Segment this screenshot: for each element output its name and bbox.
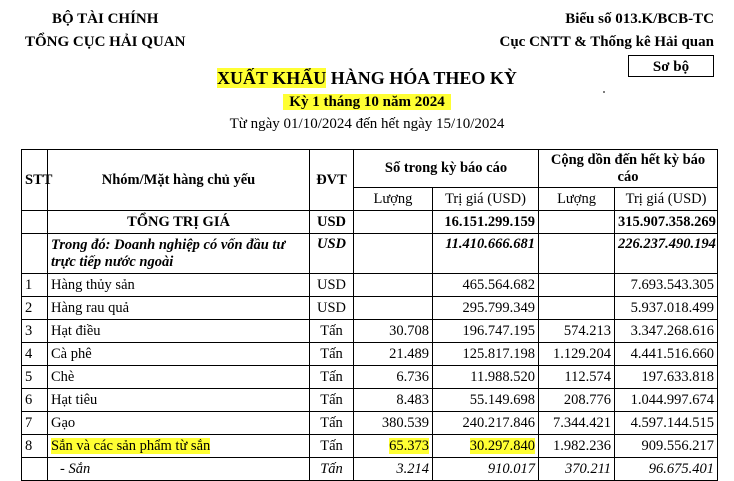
row-name: Hàng thủy sản xyxy=(48,274,310,297)
row-unit: Tấn xyxy=(310,412,354,435)
row-stt: 2 xyxy=(22,297,48,320)
row-name: Chè xyxy=(48,366,310,389)
row-unit: USD xyxy=(310,274,354,297)
row-cum-quantity: 208.776 xyxy=(539,389,615,412)
total-unit: USD xyxy=(310,211,354,234)
row-name-highlight: Sắn và các sản phẩm từ sắn xyxy=(51,437,211,454)
row-quantity xyxy=(354,435,433,458)
report-period xyxy=(0,94,734,111)
table-row xyxy=(22,320,718,343)
report-period-text: Kỳ 1 tháng 10 năm 2024 xyxy=(283,94,450,110)
row-stt: 6 xyxy=(22,389,48,412)
row-cum-value: 4.597.144.515 xyxy=(615,412,718,435)
row-value: 55.149.698 xyxy=(433,389,539,412)
table-row xyxy=(22,412,718,435)
row-cum-quantity: 370.211 xyxy=(539,458,615,481)
row-value: 196.747.195 xyxy=(433,320,539,343)
table-row xyxy=(22,343,718,366)
row-stt xyxy=(22,458,48,481)
col-header-cumulative: Cộng dồn đến hết kỳ báo cáo xyxy=(539,150,718,188)
col-header-cum-quantity: Lượng xyxy=(539,188,615,211)
col-header-group: Nhóm/Mặt hàng chủ yếu xyxy=(48,150,310,211)
row-value xyxy=(433,435,539,458)
form-number: Biểu số 013.K/BCB-TC xyxy=(565,11,714,27)
row-value-highlight: 30.297.840 xyxy=(469,437,536,454)
row-cum-quantity xyxy=(539,297,615,320)
row-cum-quantity: 112.574 xyxy=(539,366,615,389)
table-row-total xyxy=(22,211,718,234)
row-cum-value: 1.044.997.674 xyxy=(615,389,718,412)
row-cum-quantity: 1.982.236 xyxy=(539,435,615,458)
row-name: Gạo xyxy=(48,412,310,435)
export-table xyxy=(21,149,718,481)
fdi-value: 11.410.666.681 xyxy=(433,234,539,274)
table-row xyxy=(22,389,718,412)
row-unit: Tấn xyxy=(310,343,354,366)
row-quantity: 30.708 xyxy=(354,320,433,343)
table-row xyxy=(22,458,718,481)
row-stt: 3 xyxy=(22,320,48,343)
row-quantity: 6.736 xyxy=(354,366,433,389)
header-row-top xyxy=(22,150,718,188)
row-value: 295.799.349 xyxy=(433,297,539,320)
row-quantity xyxy=(354,297,433,320)
row-stt: 5 xyxy=(22,366,48,389)
table-row xyxy=(22,274,718,297)
row-quantity: 380.539 xyxy=(354,412,433,435)
col-header-cum-value: Trị giá (USD) xyxy=(615,188,718,211)
page-title xyxy=(0,68,734,89)
title-rest: HÀNG HÓA THEO KỲ xyxy=(326,68,517,88)
title-highlight: XUẤT KHẨU xyxy=(217,68,327,88)
col-header-period: Số trong kỳ báo cáo xyxy=(354,150,539,188)
row-unit: Tấn xyxy=(310,435,354,458)
row-cum-value: 197.633.818 xyxy=(615,366,718,389)
total-cum-value: 315.907.358.269 xyxy=(615,211,718,234)
col-header-value: Trị giá (USD) xyxy=(433,188,539,211)
row-cum-quantity: 574.213 xyxy=(539,320,615,343)
col-header-quantity: Lượng xyxy=(354,188,433,211)
table-row xyxy=(22,366,718,389)
table-row xyxy=(22,435,718,458)
row-name: Hạt điều xyxy=(48,320,310,343)
total-value: 16.151.299.159 xyxy=(433,211,539,234)
row-unit: USD xyxy=(310,297,354,320)
row-cum-quantity xyxy=(539,274,615,297)
row-value: 910.017 xyxy=(433,458,539,481)
row-value: 465.564.682 xyxy=(433,274,539,297)
table-row-fdi xyxy=(22,234,718,274)
row-quantity: 3.214 xyxy=(354,458,433,481)
row-quantity: 8.483 xyxy=(354,389,433,412)
ministry-name: BỘ TÀI CHÍNH xyxy=(52,11,159,27)
row-cum-value: 5.937.018.499 xyxy=(615,297,718,320)
row-cum-quantity: 1.129.204 xyxy=(539,343,615,366)
row-stt: 1 xyxy=(22,274,48,297)
row-cum-value: 4.441.516.660 xyxy=(615,343,718,366)
row-stt: 7 xyxy=(22,412,48,435)
row-name: Cà phê xyxy=(48,343,310,366)
row-name: - Sắn xyxy=(48,458,310,481)
row-cum-value: 909.556.217 xyxy=(615,435,718,458)
row-name: Hạt tiêu xyxy=(48,389,310,412)
row-unit: Tấn xyxy=(310,320,354,343)
date-range: Từ ngày 01/10/2024 đến hết ngày 15/10/2024 xyxy=(229,116,505,132)
fdi-label: Trong đó: Doanh nghiệp có vốn đầu tư trực tiếp nước ngoài xyxy=(48,234,310,274)
row-unit: Tấn xyxy=(310,458,354,481)
row-stt: 8 xyxy=(22,435,48,458)
total-label: TỔNG TRỊ GIÁ xyxy=(48,211,310,234)
row-value: 240.217.846 xyxy=(433,412,539,435)
status-box: Sơ bộ xyxy=(628,55,714,77)
row-value: 125.817.198 xyxy=(433,343,539,366)
speck-mark xyxy=(603,91,605,93)
table-row xyxy=(22,297,718,320)
row-unit: Tấn xyxy=(310,366,354,389)
row-quantity: 21.489 xyxy=(354,343,433,366)
row-unit: Tấn xyxy=(310,389,354,412)
row-name: Hàng rau quả xyxy=(48,297,310,320)
col-header-stt: STT xyxy=(22,150,48,211)
row-value: 11.988.520 xyxy=(433,366,539,389)
row-cum-value: 96.675.401 xyxy=(615,458,718,481)
issuer-name: Cục CNTT & Thống kê Hải quan xyxy=(499,34,714,50)
fdi-unit: USD xyxy=(310,234,354,274)
commodity-rows xyxy=(22,274,718,481)
row-quantity-highlight: 65.373 xyxy=(389,437,429,454)
fdi-cum-value: 226.237.490.194 xyxy=(615,234,718,274)
row-cum-value: 3.347.268.616 xyxy=(615,320,718,343)
row-quantity xyxy=(354,274,433,297)
row-cum-quantity: 7.344.421 xyxy=(539,412,615,435)
department-name: TỔNG CỤC HẢI QUAN xyxy=(25,34,186,50)
row-cum-value: 7.693.543.305 xyxy=(615,274,718,297)
row-name xyxy=(48,435,310,458)
row-stt: 4 xyxy=(22,343,48,366)
col-header-unit: ĐVT xyxy=(310,150,354,211)
